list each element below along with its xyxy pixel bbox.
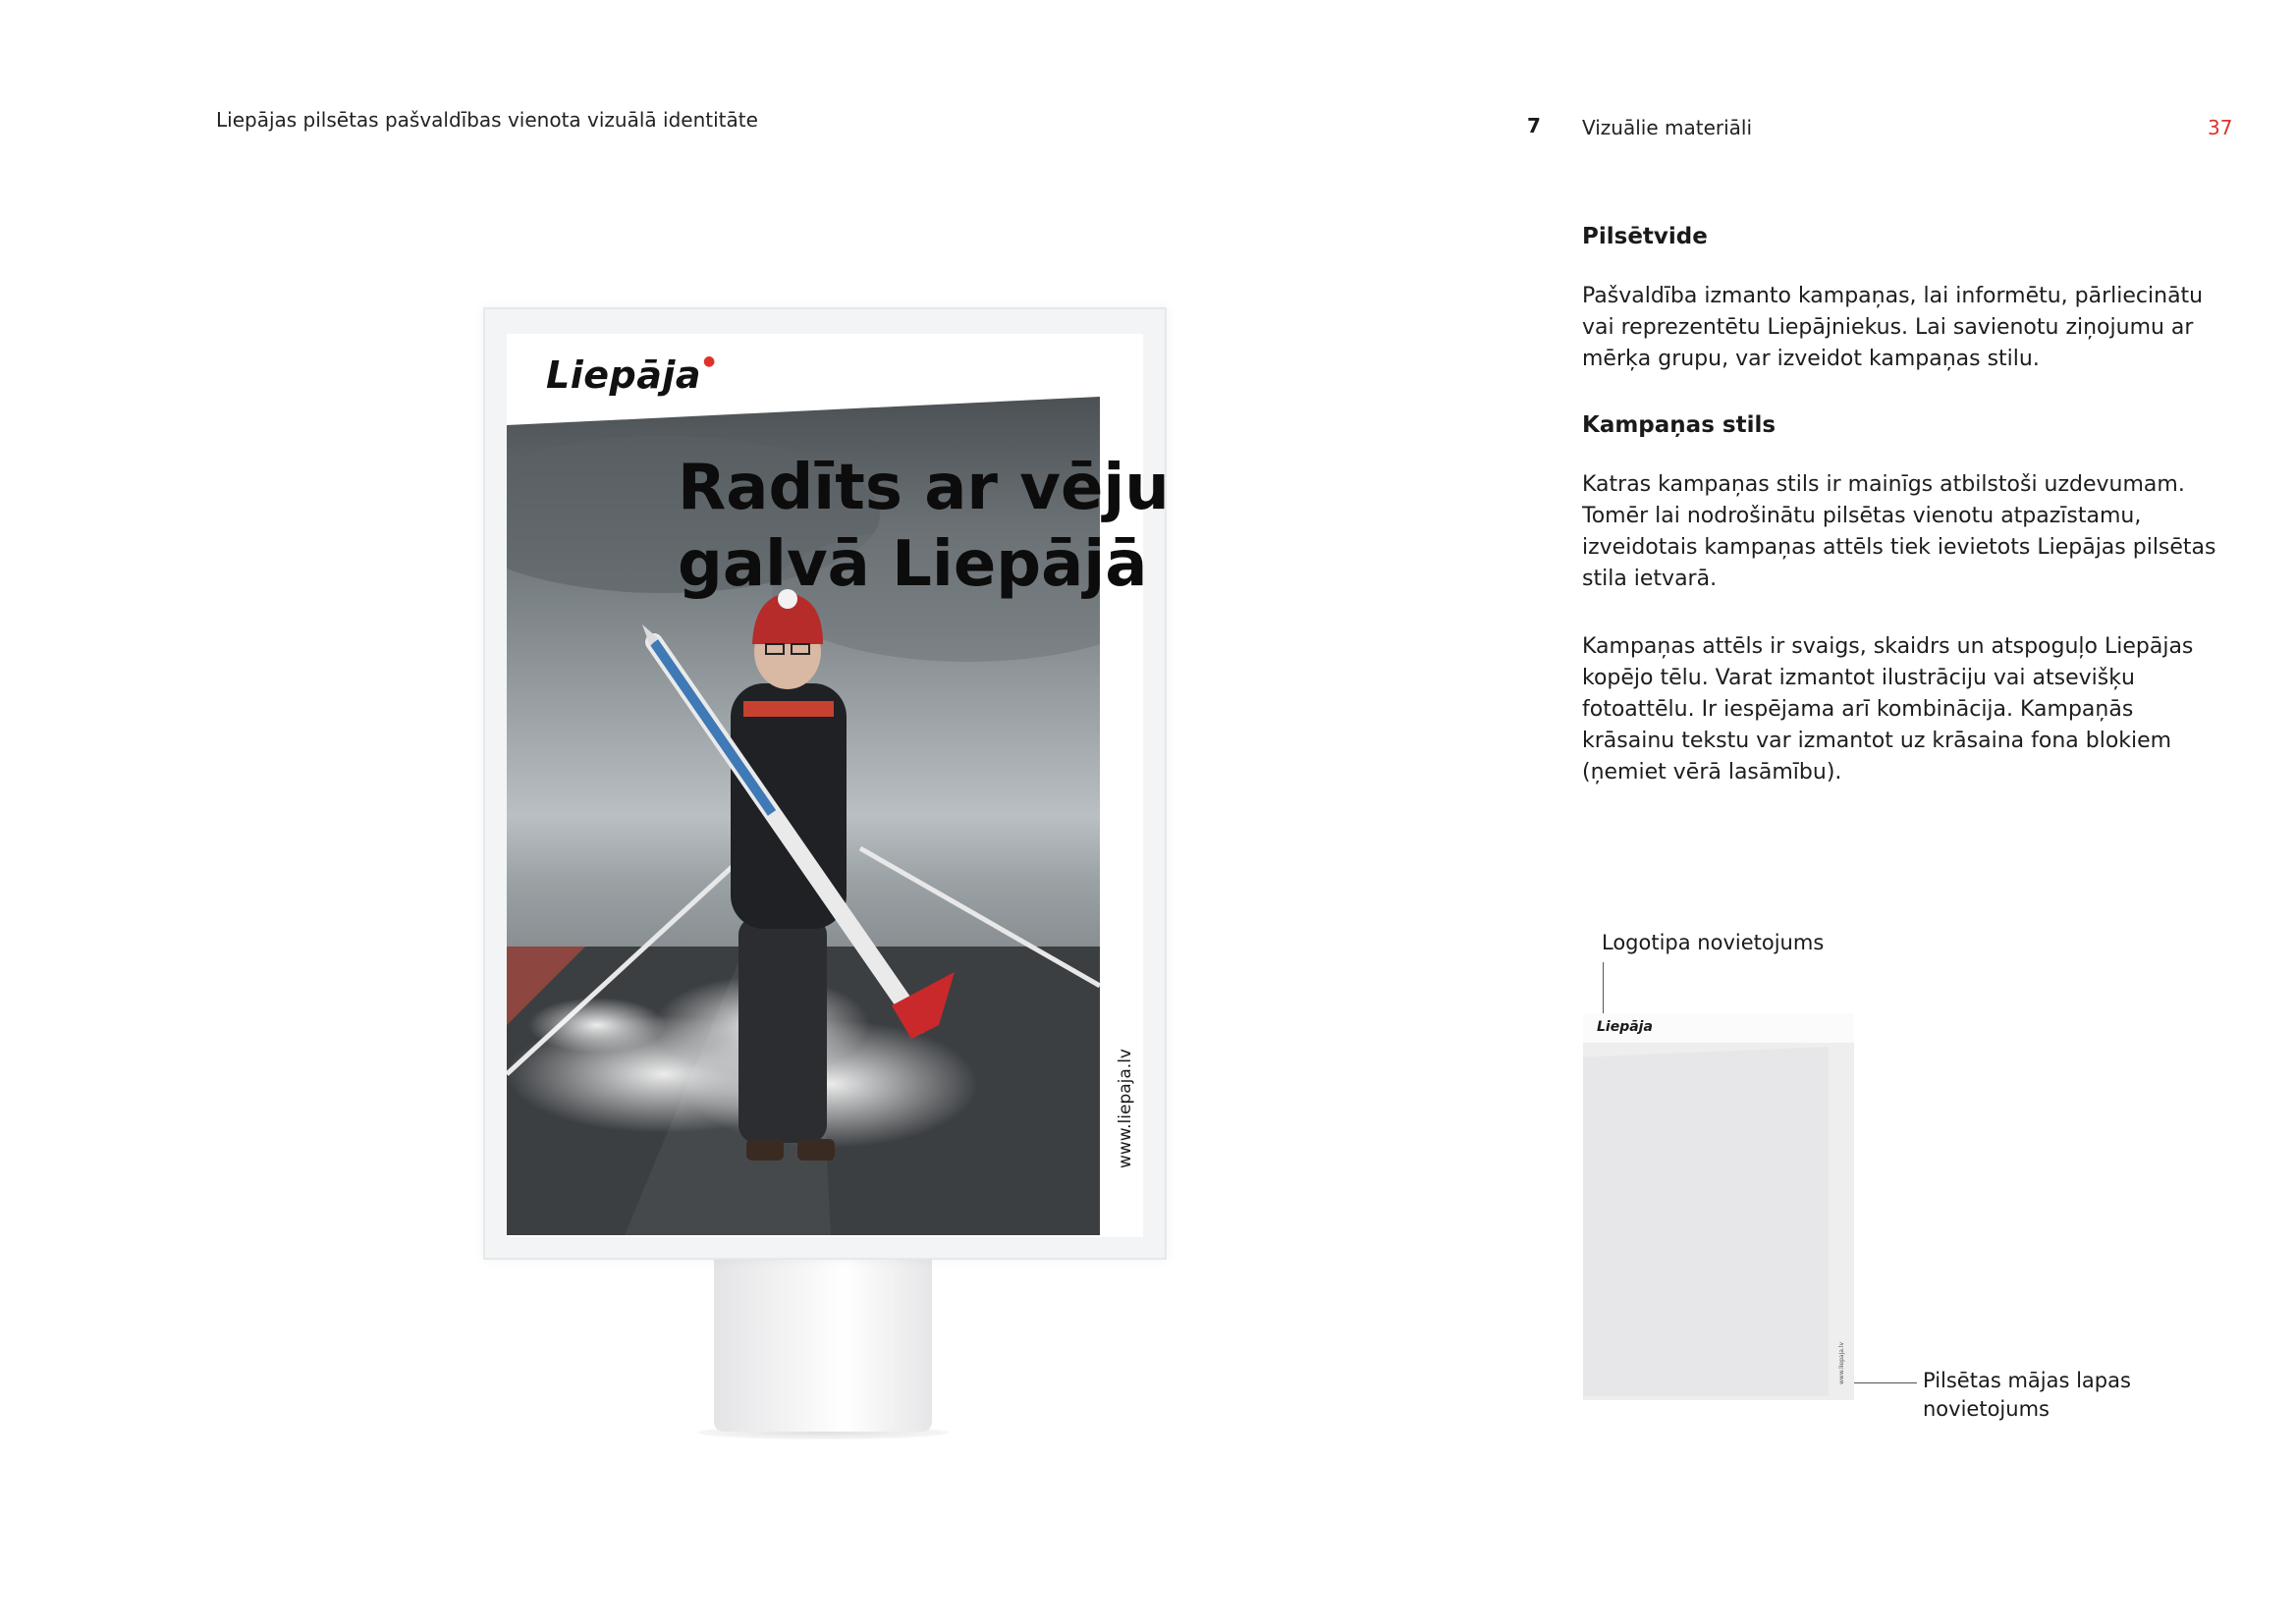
chapter-title: Vizuālie materiāli bbox=[1582, 116, 1753, 139]
website-leader-line bbox=[1854, 1382, 1917, 1383]
document-title: Liepājas pilsētas pašvaldības vienota vizuālā identitāte bbox=[216, 108, 758, 132]
chapter-number: 7 bbox=[1527, 114, 1541, 137]
logo-dot-icon: ● bbox=[703, 353, 716, 369]
poster-headline-line-2: galvā Liepājā bbox=[678, 528, 1148, 601]
subheading: Kampaņas stils bbox=[1582, 412, 1777, 438]
poster-stand-base bbox=[714, 1255, 932, 1432]
poster-liepaja-logo bbox=[546, 353, 716, 397]
poster-headline bbox=[678, 450, 1170, 603]
page-number: 37 bbox=[2208, 116, 2233, 139]
template-image-area bbox=[1583, 1047, 1829, 1396]
poster-logo-text: Liepāja bbox=[546, 353, 702, 397]
website-placement-label: Pilsētas mājas lapas novietojums bbox=[1923, 1369, 2131, 1421]
logo-placement-label: Logotipa novietojums bbox=[1602, 931, 1825, 954]
logo-leader-line bbox=[1603, 962, 1604, 1017]
paragraph-3: Kampaņas attēls ir svaigs, skaidrs un atspoguļo Liepājas kopējo tēlu. Varat izmantot ilustrāciju vai atsevišķu fotoattēlu. Ir iespējama arī kombinācija. Kampaņās krāsainu tekstu var izmantot uz krāsaina fona blokiem (ņemiet vērā lasāmību). bbox=[1582, 634, 2194, 785]
section-heading: Pilsētvide bbox=[1582, 224, 1708, 249]
poster-headline-line-1: Radīts ar vēju bbox=[678, 452, 1170, 524]
template-url: www.liepaja.lv bbox=[1838, 1341, 1845, 1384]
poster-url: www.liepaja.lv bbox=[1116, 1049, 1135, 1168]
intro-paragraph: Pašvaldība izmanto kampaņas, lai informētu, pārliecinātu vai reprezentētu Liepājniekus. Lai savienotu ziņojumu ar mērķa grupu, var izveidot kampaņas stilu. bbox=[1582, 284, 2204, 371]
template-logo: Liepāja bbox=[1597, 1019, 1653, 1035]
paragraph-2: Katras kampaņas stils ir mainīgs atbilstoši uzdevumam. Tomēr lai nodrošinātu pilsētas vienotu atpazīstamu, izveidotais kampaņas attēls tiek ievietots Liepājas pilsētas stila ietvarā. bbox=[1582, 472, 2216, 591]
